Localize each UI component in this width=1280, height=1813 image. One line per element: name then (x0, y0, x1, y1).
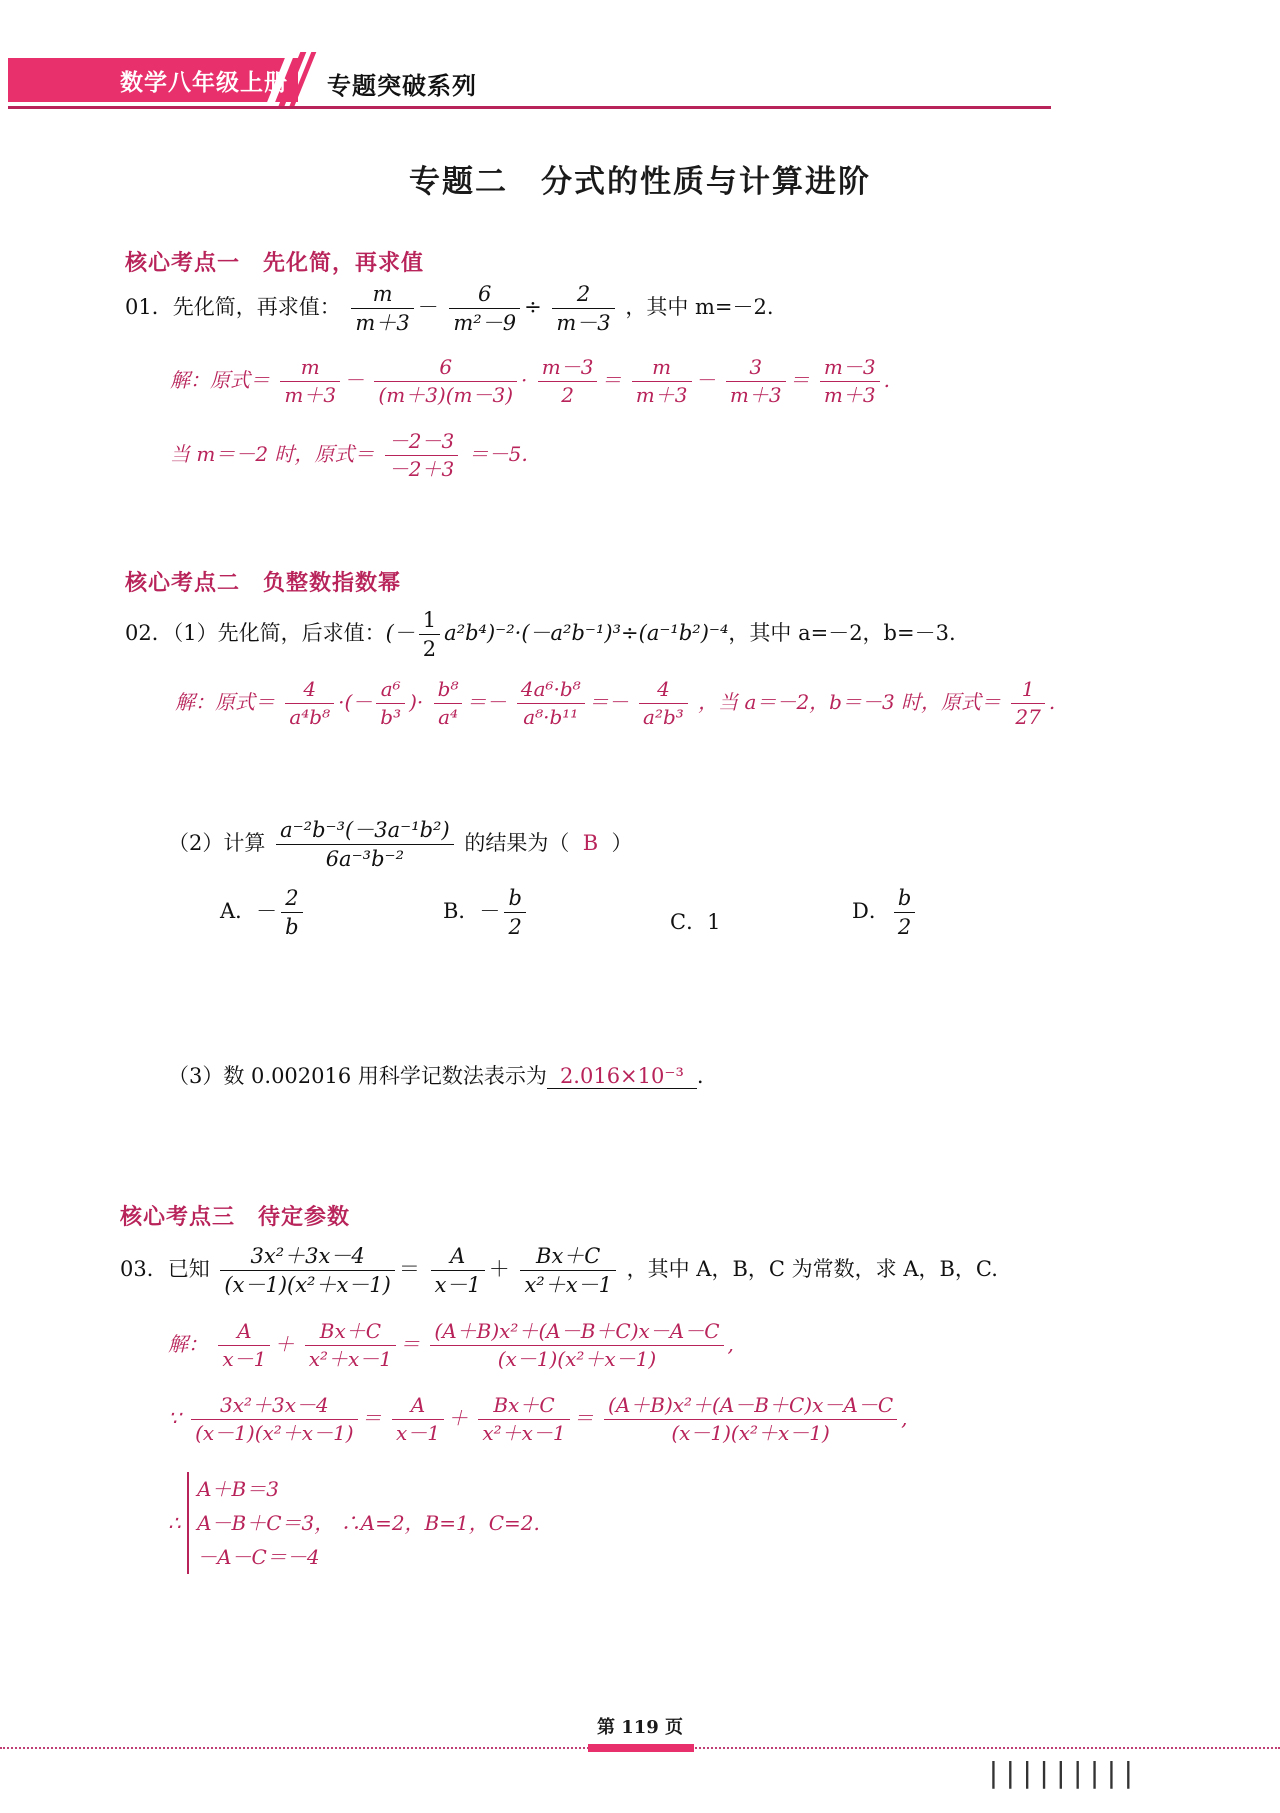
question-2-part-2: （2）计算 $\frac{\text{a⁻²b⁻³(－3a⁻¹b²)}}{\text{6a⁻³b⁻²}}$ 的结果为（ B ） (168, 818, 633, 872)
question-number: 01．先化简，再求值： (125, 295, 341, 320)
fraction: $\frac{m-3}{m+3}$ (820, 356, 880, 407)
section-heading: 核心考点一 先化简，再求值 (125, 251, 425, 276)
fraction: $\frac{\text{3x²＋3x－4}}{\text{(x－1)(x²＋x－1)}}$ (220, 1244, 394, 1297)
fraction: $\frac{A}{x-1}$ (431, 1244, 485, 1297)
fraction: $\frac{\text{(A＋B)x²＋(A－B＋C)x－A－C}}{\text{(x－1)(x²＋x－1)}}$ (430, 1320, 723, 1371)
fraction: $\frac{m-3}{2}$ (538, 356, 598, 407)
fraction: $\frac{6}{(m+3)(m-3)}$ (374, 356, 517, 407)
fraction: $\frac{m}{m+3}$ (632, 356, 692, 407)
fraction: $\frac{m}{m+3}$ (351, 282, 413, 335)
question-1: 01．先化简，再求值： $\frac{m}{m+3}$ － $\frac{6}{\text{m²－9}}$ ÷ $\frac{2}{m-3}$ ，其中 m=－2. (125, 282, 774, 336)
question-2-part-1: 02．（1）先化简，后求值：(－ $\frac{1}{2}$ a²b⁴)⁻²·(－a²b⁻¹)³÷(a⁻¹b²)⁻⁴，其中 a=－2，b=－3. (125, 608, 956, 662)
fraction: $\frac{1}{27}$ (1011, 678, 1044, 729)
fraction: $\frac{\text{a⁻²b⁻³(－3a⁻¹b²)}}{\text{6a⁻³b⁻²}}$ (276, 818, 454, 871)
solution-1: 解：原式＝ $\frac{m}{m+3}$ － $\frac{6}{(m+3)(m-3)}$ · $\frac{m-3}{2}$ ＝ $\frac{m}{m+3}$ － $\frac{3}{m+3}$ ＝ $\frac{m-3}{m+3}$ . (170, 355, 890, 407)
fraction: $\frac{Bx+C}{\text{x²＋x－1}}$ (478, 1394, 569, 1445)
fraction: $\frac{Bx+C}{\text{x²＋x－1}}$ (305, 1320, 396, 1371)
page-title: 专题二 分式的性质与计算进阶 (409, 164, 871, 200)
fraction: $\frac{6}{\text{m²－9}}$ (449, 282, 520, 335)
fraction: $\frac{4}{\text{a⁴b⁸}}$ (285, 678, 334, 729)
answer: B (582, 831, 599, 856)
section-heading: 核心考点三 待定参数 (120, 1205, 351, 1230)
fraction: $\frac{\text{4a⁶·b⁸}}{\text{a⁸·b¹¹}}$ (517, 678, 585, 729)
option-d: D． $\frac{b}{2}$ (852, 886, 919, 939)
solution-1-substitution: 当 m＝－2 时，原式＝ $\frac{-2-3}{-2+3}$ ＝－5． (170, 429, 542, 481)
solution-3-step-1: 解： $\frac{A}{x-1}$ ＋ $\frac{Bx+C}{\text{x²＋x－1}}$ ＝ $\frac{\text{(A＋B)x²＋(A－B＋C)x－A－C}}{\text{(x－1)(x²＋x－1)}}$ , (168, 1319, 734, 1371)
fraction: $\frac{2}{m-3}$ (552, 282, 614, 335)
condition: ，其中 m=－2. (625, 295, 774, 320)
option-c: C．1 (670, 910, 721, 934)
equation-system: A＋B＝3 A－B＋C＝3， ∴A=2，B=1，C=2. －A－C＝－4 (187, 1472, 540, 1574)
header-grade: 数学八年级上册 (120, 70, 288, 96)
page-number: 第 119 页 (596, 1717, 684, 1738)
option-b: B．－ $\frac{b}{2}$ (443, 886, 530, 939)
option-a: A．－ $\frac{2}{b}$ (220, 886, 307, 939)
solution-3-step-2: ∵ $\frac{\text{3x²＋3x－4}}{\text{(x－1)(x²＋x－1)}}$ ＝ $\frac{A}{x-1}$ ＋ $\frac{Bx+C}{\text{x²＋x－1}}$ ＝ $\frac{\text{(A＋B)x²＋(A－B＋C)x－A－C}}{\text{(x－1)(x²＋x－1)}}$ , (168, 1393, 908, 1445)
fraction: $\frac{\text{(A＋B)x²＋(A－B＋C)x－A－C}}{\text{(x－1)(x²＋x－1)}}$ (604, 1394, 897, 1445)
footer-accent (588, 1744, 694, 1752)
solution-2-part-1: 解：原式＝ $\frac{4}{\text{a⁴b⁸}}$ ·(－ $\frac{\text{a⁶}}{\text{b³}}$ )· $\frac{\text{b⁸}}{\text{a⁴}}$ ＝－ $\frac{\text{4a⁶·b⁸}}{\text{a⁸·b¹¹}}$ ＝－ $\frac{4}{\text{a²b³}}$ ，当 a＝－2，b＝－3 时，原式＝ $\frac{1}{27}$ . (175, 677, 1056, 729)
fraction: $\frac{3}{m+3}$ (726, 356, 786, 407)
header-series: 专题突破系列 (327, 71, 477, 100)
answer-blank: 2.016×10⁻³ (547, 1064, 697, 1089)
solution-3-system: ∴ A＋B＝3 A－B＋C＝3， ∴A=2，B=1，C=2. －A－C＝－4 (168, 1472, 540, 1574)
fraction: $\frac{A}{x-1}$ (392, 1394, 444, 1445)
fraction: $\frac{Bx+C}{\text{x²＋x－1}}$ (520, 1244, 615, 1297)
section-heading: 核心考点二 负整数指数幂 (125, 571, 402, 596)
header-rule (8, 106, 1051, 109)
fraction: $\frac{\text{a⁶}}{\text{b³}}$ (376, 678, 405, 729)
fraction: $\frac{m}{m+3}$ (280, 356, 340, 407)
fraction: $\frac{1}{2}$ (419, 608, 440, 661)
scan-marks: ||||||||| (985, 1756, 1137, 1789)
fraction: $\frac{4}{\text{a²b³}}$ (639, 678, 688, 729)
fraction: $\frac{A}{x-1}$ (218, 1320, 270, 1371)
question-3: 03．已知 $\frac{\text{3x²＋3x－4}}{\text{(x－1)(x²＋x－1)}}$ ＝ $\frac{A}{x-1}$ ＋ $\frac{Bx+C}{\text{x²＋x－1}}$ ，其中 A，B，C 为常数，求 A，B，C. (120, 1244, 998, 1298)
question-2-part-3: （3）数 0.002016 用科学记数法表示为 2.016×10⁻³ . (168, 1064, 704, 1088)
fraction: $\frac{\text{b⁸}}{\text{a⁴}}$ (434, 678, 463, 729)
fraction: $\frac{\text{3x²＋3x－4}}{\text{(x－1)(x²＋x－1)}}$ (191, 1394, 358, 1445)
fraction: $\frac{-2-3}{-2+3}$ (385, 430, 458, 481)
